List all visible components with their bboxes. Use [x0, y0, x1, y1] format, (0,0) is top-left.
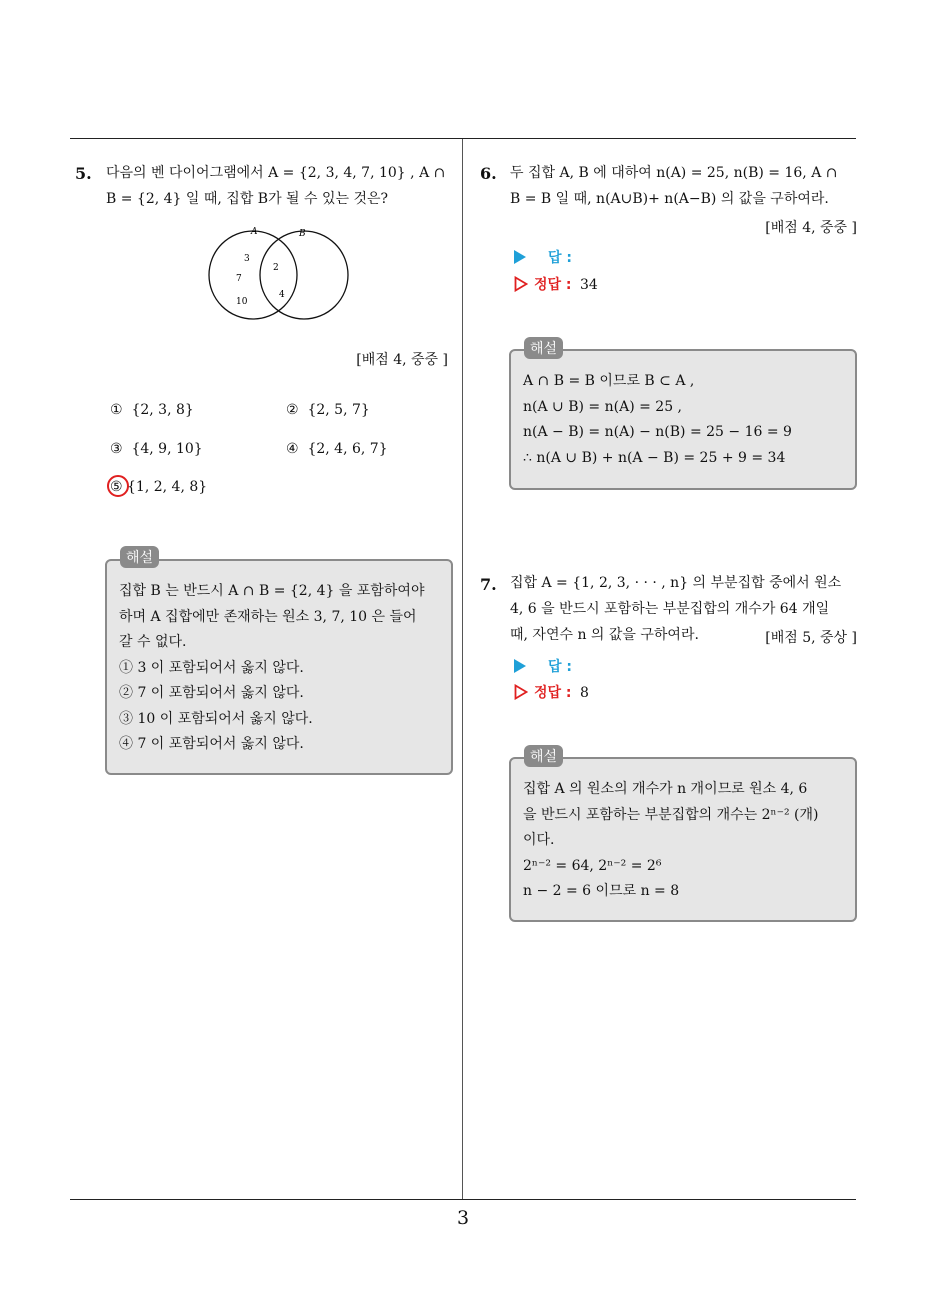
venn-value: 10: [236, 297, 248, 307]
q6-exp-line: ∴ n(A ∪ B) + n(A − B) = 25 + 9 = 34: [523, 449, 786, 466]
choice-2-text: {2, 5, 7}: [307, 402, 370, 418]
q6-meta: [배점 4, 중중 ]: [765, 220, 857, 236]
q6-explanation-tag: 해설: [524, 337, 563, 359]
q5-explanation-tag: 해설: [120, 546, 159, 568]
venn-label-b: B: [299, 229, 306, 239]
q5-number: 5.: [75, 164, 92, 183]
q6-question-line1: 두 집합 A, B 에 대하여 n(A) = 25, n(B) = 16, A ∩: [510, 165, 838, 181]
q7-final-value: 8: [579, 685, 589, 701]
choice-3[interactable]: [110, 441, 203, 457]
q7-final-label: 정답 :: [534, 685, 572, 701]
venn-circle-b: [260, 231, 348, 319]
q6-question: [510, 160, 860, 212]
choice-1-mark: ①: [110, 402, 123, 418]
q5-exp-line: 하며 A 집합에만 존재하는 원소 3, 7, 10 은 들어: [119, 608, 417, 625]
q5-exp-line: 갈 수 없다.: [119, 634, 187, 650]
q6-question-line2: B = B 일 때, n(A∪B)+ n(A−B) 의 값을 구하여라.: [510, 191, 829, 207]
venn-circle-a: [209, 231, 297, 319]
q5-exp-line: ③ 10 이 포함되어서 옳지 않다.: [119, 710, 313, 727]
q5-meta: [배점 4, 중중 ]: [356, 352, 448, 368]
q7-answer-row[interactable]: [514, 656, 572, 676]
q6-final-row: [514, 274, 598, 294]
venn-diagram: [205, 225, 355, 329]
q5-exp-line: ② 7 이 포함되어서 옳지 않다.: [119, 685, 304, 701]
choice-4[interactable]: [286, 441, 388, 457]
choice-2[interactable]: [286, 402, 370, 418]
column-divider: [462, 139, 463, 1199]
play-icon: [514, 250, 526, 264]
choice-4-text: {2, 4, 6, 7}: [307, 441, 388, 457]
choice-1[interactable]: [110, 402, 194, 418]
q6-explanation-box: [509, 349, 857, 490]
choice-3-mark: ③: [110, 441, 123, 457]
choice-2-mark: ②: [286, 402, 299, 418]
q6-final-value: 34: [579, 277, 598, 293]
q5-exp-line: ① 3 이 포함되어서 옳지 않다.: [119, 659, 304, 676]
venn-value: 2: [273, 263, 279, 273]
q7-question-line1: 집합 A = {1, 2, 3, · · · , n} 의 부분집합 중에서 원소: [510, 575, 842, 591]
q7-explanation-box: [509, 757, 857, 922]
q5-explanation-box: [105, 559, 453, 775]
q6-exp-line: n(A − B) = n(A) − n(B) = 25 − 16 = 9: [523, 424, 792, 440]
choice-5-mark: ⑤: [110, 479, 123, 495]
q6-answer-label: 답 :: [548, 250, 572, 266]
q7-exp-line: 2ⁿ⁻² = 64, 2ⁿ⁻² = 2⁶: [523, 857, 662, 874]
choice-1-text: {2, 3, 8}: [131, 402, 194, 418]
venn-label-a: A: [251, 227, 258, 237]
q7-explanation-tag: 해설: [524, 745, 563, 767]
q7-exp-line: 집합 A 의 원소의 개수가 n 개이므로 원소 4, 6: [523, 781, 808, 797]
choice-4-mark: ④: [286, 441, 299, 457]
venn-value: 7: [236, 274, 242, 284]
q6-number: 6.: [480, 164, 497, 183]
q5-question-line2: B = {2, 4} 일 때, 집합 B가 될 수 있는 것은?: [106, 191, 389, 207]
q7-exp-line: 을 반드시 포함하는 부분집합의 개수는 2ⁿ⁻² (개): [523, 806, 819, 823]
q6-final-label: 정답 :: [534, 277, 572, 293]
q6-answer-row[interactable]: [514, 247, 572, 267]
choice-5[interactable]: [110, 479, 207, 495]
q7-question-line3: 때, 자연수 n 의 값을 구하여라.: [510, 627, 699, 643]
q7-number: 7.: [480, 575, 497, 594]
q7-exp-line: n − 2 = 6 이므로 n = 8: [523, 883, 680, 899]
play-outline-icon: [514, 276, 528, 292]
choice-3-text: {4, 9, 10}: [131, 441, 203, 457]
q6-exp-line: A ∩ B = B 이므로 B ⊂ A ,: [523, 373, 695, 389]
top-rule: [70, 138, 856, 139]
q6-exp-line: n(A ∪ B) = n(A) = 25 ,: [523, 398, 682, 415]
page-number: 3: [456, 1207, 470, 1229]
bottom-rule: [70, 1199, 856, 1200]
venn-value: 3: [244, 254, 250, 264]
play-outline-icon: [514, 684, 528, 700]
q5-exp-line: 집합 B 는 반드시 A ∩ B = {2, 4} 을 포함하여야: [119, 583, 425, 599]
q5-question-line1: 다음의 벤 다이어그램에서 A = {2, 3, 4, 7, 10} , A ∩: [106, 165, 446, 181]
q7-exp-line: 이다.: [523, 832, 555, 848]
choice-5-text: {1, 2, 4, 8}: [127, 479, 208, 495]
venn-value: 4: [279, 290, 285, 300]
q5-question: [106, 160, 456, 212]
q7-answer-label: 답 :: [548, 659, 572, 675]
q5-exp-line: ④ 7 이 포함되어서 옳지 않다.: [119, 736, 304, 752]
q7-final-row: [514, 682, 589, 702]
q7-meta: [배점 5, 중상 ]: [765, 630, 857, 646]
play-icon: [514, 659, 526, 673]
q7-question-line2: 4, 6 을 반드시 포함하는 부분집합의 개수가 64 개일: [510, 601, 830, 617]
